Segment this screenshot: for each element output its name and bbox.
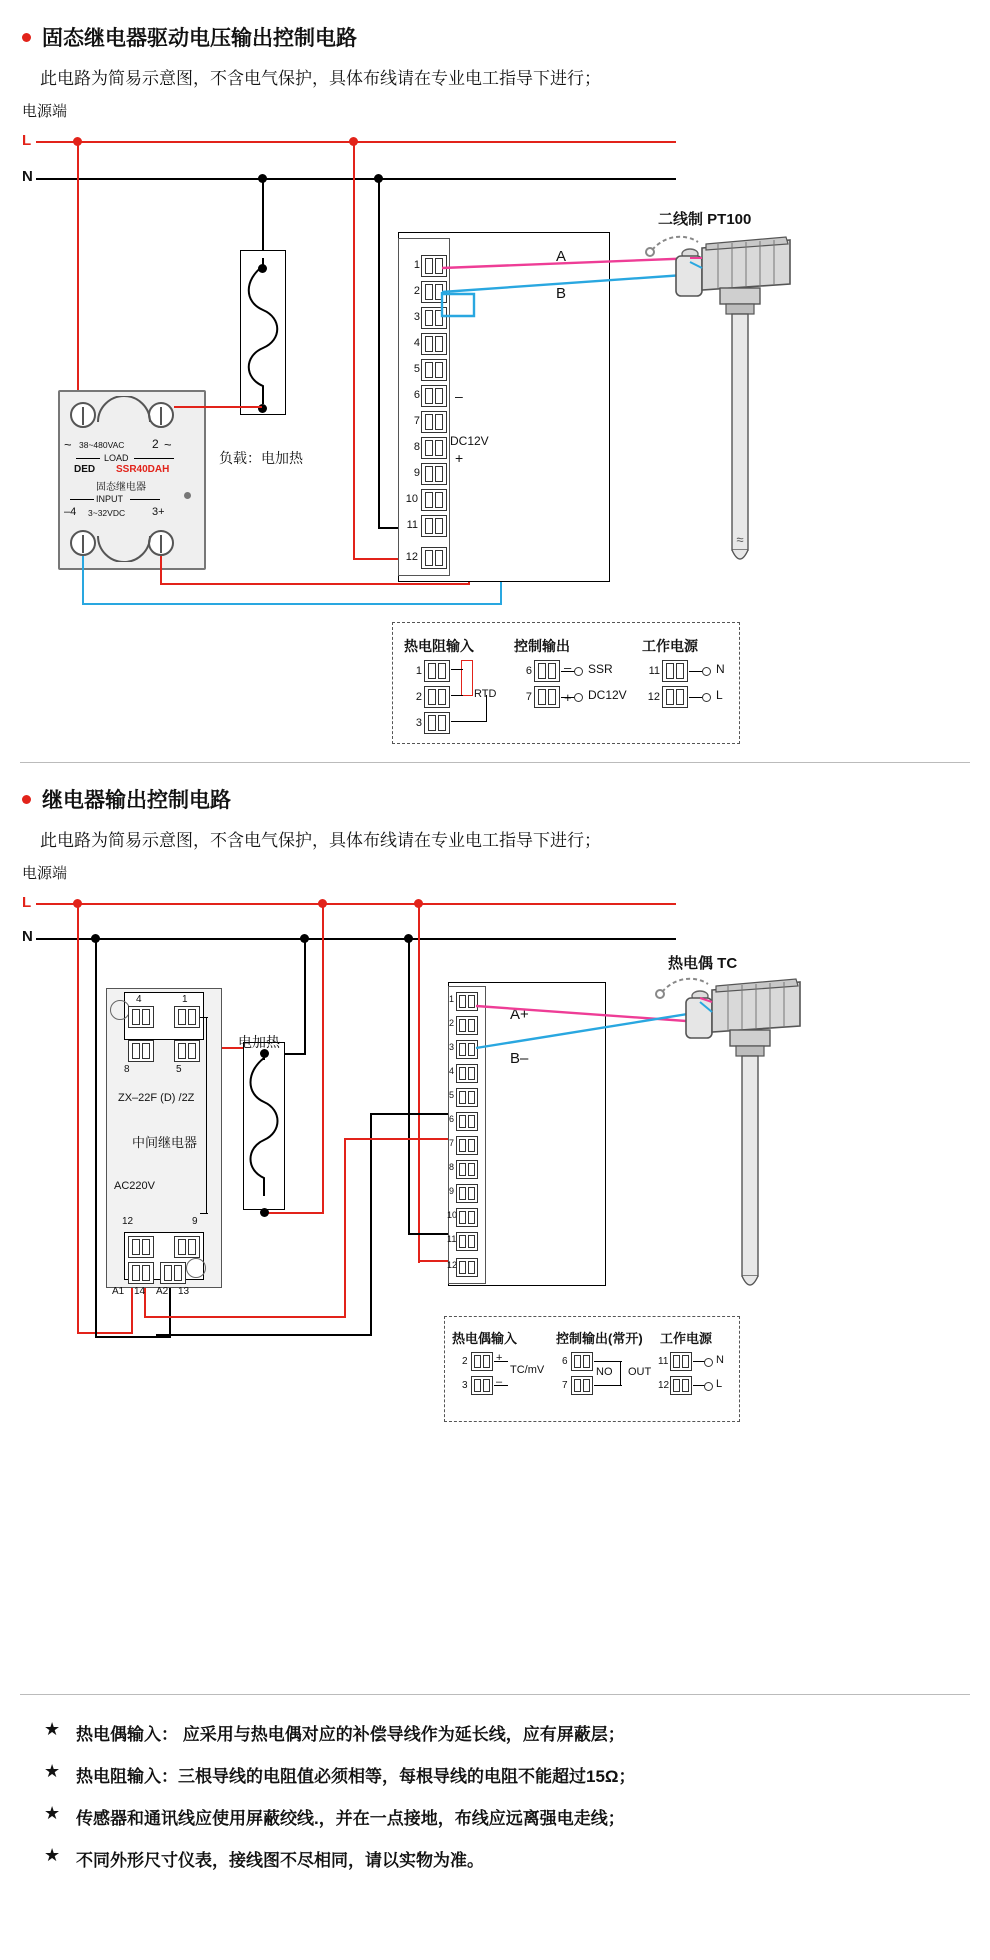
legend-group2-note1: SSR: [588, 662, 613, 676]
load-terminal-dot: [258, 264, 267, 273]
dc-plus-label: +: [455, 450, 464, 466]
legend-group1-note: TC/mV: [510, 1364, 545, 1376]
legend-terminal-number: 1: [415, 665, 422, 677]
terminal: [456, 1088, 478, 1107]
section-bullet: [22, 795, 31, 804]
legend-lead: [561, 671, 575, 672]
relay-pin-9: 9: [192, 1216, 198, 1227]
relay-model: ZX–22F (D) /2Z: [118, 1092, 195, 1104]
bus-N: [36, 178, 676, 180]
wire-L-to-terminal12: [353, 141, 355, 559]
wire-N-to-terminal11: [378, 178, 380, 528]
ssr-load-text: LOAD: [104, 453, 129, 463]
section-relay-circuit: [0, 770, 990, 1690]
relay-terminal: [174, 1006, 200, 1028]
ssr-pin3: 3+: [152, 506, 165, 518]
legend-lead: [494, 1385, 508, 1386]
legend-group3-title: 工作电源: [660, 1331, 713, 1346]
terminal-number: 9: [449, 1186, 455, 1196]
wire-N-heater: [304, 938, 306, 1054]
terminal: [421, 515, 447, 537]
svg-text:≈: ≈: [736, 532, 744, 547]
ssr-arc-icon: [96, 536, 152, 562]
relay-pin-A1: A1: [112, 1286, 125, 1297]
legend-minus: –: [496, 1376, 503, 1388]
ssr-arc-icon: [96, 396, 152, 422]
relay-terminal: [128, 1006, 154, 1028]
terminal-number: 12: [447, 1260, 458, 1270]
legend-terminal: [662, 686, 688, 708]
relay-pin-1: 1: [182, 994, 188, 1005]
terminal: [421, 547, 447, 569]
legend-group3-N: N: [716, 662, 725, 676]
note-item: 不同外形尺寸仪表，接线图不尽相同，请以实物为准。: [76, 1851, 484, 1870]
line-L-label: L: [22, 132, 32, 149]
terminal: [456, 1208, 478, 1227]
ssr-load-rule: [134, 458, 174, 459]
wire-ssr-to-load: [174, 406, 262, 408]
legend-minus: –: [564, 660, 572, 675]
legend-lead: [494, 1361, 508, 1362]
relay-pin-8: 8: [124, 1064, 130, 1075]
power-source-label: 电源端: [22, 865, 68, 882]
legend-terminal-number: 3: [415, 717, 422, 729]
power-source-label: 电源端: [22, 103, 68, 120]
terminal: [421, 333, 447, 355]
terminal: [421, 489, 447, 511]
relay-contact-jumper-b: [200, 1213, 208, 1214]
relay-pin-13: 13: [178, 1286, 190, 1297]
ssr-load-rule: [76, 458, 100, 459]
wire-B-label: B: [556, 285, 567, 302]
section-ssr-circuit: [0, 0, 990, 770]
terminal-number: 2: [449, 1018, 455, 1028]
legend-terminal-number: 2: [415, 691, 422, 703]
wire-B-label: B–: [510, 1050, 529, 1067]
terminal: [421, 359, 447, 381]
legend-lead: [689, 671, 703, 672]
legend-terminal: [670, 1352, 692, 1371]
legend-lead: [620, 1361, 621, 1385]
wire-out7-bottom: [144, 1316, 346, 1318]
ssr-screw: [70, 402, 96, 428]
relay-terminal: [174, 1040, 200, 1062]
legend-plus: +: [564, 690, 572, 705]
wire-out7-h: [344, 1138, 454, 1140]
terminal: [456, 1112, 478, 1131]
relay-contact-jumper: [206, 1018, 207, 1214]
legend-lead: [451, 695, 463, 696]
legend-group3-title: 工作电源: [642, 638, 698, 654]
bus-L: [36, 903, 676, 905]
star-icon: ★: [44, 1761, 61, 1781]
terminal: [421, 437, 447, 459]
relay-screw-icon: [110, 1000, 130, 1020]
ssr-ac-left: ~: [64, 437, 72, 452]
terminal-number: 5: [413, 363, 420, 375]
line-N-label: N: [22, 168, 33, 185]
legend-terminal-number: 6: [562, 1356, 568, 1367]
legend-terminal: [534, 660, 560, 682]
relay-terminal: [174, 1236, 200, 1258]
ssr-ac-range: 38~480VAC: [79, 440, 125, 450]
legend-group2-title: 控制输出(常开): [556, 1331, 643, 1346]
legend-node-icon: [704, 1358, 713, 1367]
legend-group3-L: L: [716, 1378, 723, 1390]
wire-L-left-down: [77, 903, 79, 1333]
legend-terminal-number: 12: [647, 691, 660, 703]
legend-group2-note1: NO: [596, 1366, 613, 1378]
ssr-input-rule: [130, 499, 160, 500]
terminal-number: 12: [405, 551, 418, 563]
ssr-brand: DED: [74, 464, 96, 475]
legend-terminal-number: 12: [658, 1380, 670, 1391]
rtd-symbol-icon: [461, 660, 473, 696]
dc-minus-label: –: [455, 388, 463, 404]
note-item: 传感器和通讯线应使用屏蔽绞线.，并在一点接地，布线应远离强电走线；: [76, 1809, 625, 1828]
terminal-number: 3: [413, 311, 420, 323]
section-title: 固态继电器驱动电压输出控制电路: [42, 27, 357, 50]
line-L-label: L: [22, 894, 32, 911]
legend-terminal-number: 7: [525, 691, 532, 703]
thermocouple-probe-icon: [650, 970, 820, 1310]
section-title: 继电器输出控制电路: [42, 789, 231, 812]
relay-cn-name: 中间继电器: [132, 1135, 198, 1150]
sensor-label: 二线制 PT100: [658, 211, 752, 228]
legend-terminal: [471, 1352, 493, 1371]
ssr-screw: [70, 530, 96, 556]
legend-group1-note: RTD: [474, 688, 497, 700]
relay-terminal: [128, 1040, 154, 1062]
terminal: [456, 1258, 478, 1277]
ssr-cn-name: 固态继电器: [96, 482, 146, 493]
wire-heater-bottom: [262, 1212, 324, 1214]
legend-group2-note2: DC12V: [588, 688, 627, 702]
relay-pin-12: 12: [122, 1216, 134, 1227]
relay-terminal: [128, 1236, 154, 1258]
legend-terminal-number: 2: [462, 1356, 468, 1367]
terminal: [456, 1136, 478, 1155]
terminal-number: 7: [413, 415, 420, 427]
terminal-number: 1: [449, 994, 455, 1004]
wire-N-to-terminal11: [408, 938, 410, 1234]
legend-lead: [594, 1361, 622, 1362]
terminal-number: 6: [413, 389, 420, 401]
bus-N: [36, 938, 676, 940]
legend-node-icon: [702, 693, 711, 702]
wire-out6-h: [370, 1113, 454, 1115]
wire-ssr-in-minus: [82, 556, 84, 604]
legend-terminal-number: 11: [658, 1356, 669, 1367]
relay-terminal: [128, 1262, 154, 1284]
legend-node-icon: [574, 667, 583, 676]
load-label: 电加热: [238, 1034, 280, 1050]
legend-node-icon: [574, 693, 583, 702]
terminal-number: 10: [405, 493, 418, 505]
legend-terminal: [571, 1352, 593, 1371]
terminal-number: 9: [413, 467, 420, 479]
ssr-led-icon: [184, 492, 191, 499]
heater-coil-icon: [240, 258, 286, 413]
legend-lead: [594, 1385, 622, 1386]
legend-terminal: [424, 686, 450, 708]
wire-ssr-in-plus: [160, 556, 162, 584]
heater-coil-icon: [243, 1050, 285, 1206]
terminal: [421, 411, 447, 433]
legend-terminal: [571, 1376, 593, 1395]
wire-out6-bottom: [156, 1334, 372, 1336]
ssr-ac-right: ~: [164, 437, 172, 452]
terminal: [456, 1232, 478, 1251]
terminal-number: 8: [449, 1162, 455, 1172]
section-divider: [20, 762, 970, 763]
legend-plus: +: [496, 1352, 503, 1364]
notes-divider: [20, 1694, 970, 1695]
legend-group2-title: 控制输出: [514, 638, 570, 654]
dc-label: DC12V: [450, 434, 489, 448]
wire-ssr-in-plus-h: [160, 583, 470, 585]
legend-lead: [451, 669, 463, 670]
line-N-label: N: [22, 928, 33, 945]
relay-terminal: [160, 1262, 186, 1284]
terminal-number: 8: [413, 441, 420, 453]
wire-A-label: A: [556, 248, 567, 265]
star-icon: ★: [44, 1845, 61, 1865]
wire-out7: [344, 1138, 346, 1318]
wire-L-left-bottom: [77, 1332, 133, 1334]
terminal-number: 6: [449, 1114, 455, 1124]
relay-pin-14: 14: [134, 1286, 146, 1297]
legend-terminal: [670, 1376, 692, 1395]
relay-voltage: AC220V: [114, 1180, 155, 1192]
wire-out6: [370, 1113, 372, 1335]
ssr-model: SSR40DAH: [116, 464, 170, 475]
load-terminal-dot: [260, 1208, 269, 1217]
legend-group3-L: L: [716, 688, 723, 702]
note-item: 热电阻输入：三根导线的电阻值必须相等，每根导线的电阻不能超过15Ω；: [76, 1767, 636, 1786]
legend-terminal: [534, 686, 560, 708]
terminal-number: 11: [447, 1234, 457, 1244]
sensor-label: 热电偶 TC: [668, 955, 738, 972]
terminal: [421, 385, 447, 407]
legend-terminal-number: 6: [525, 665, 532, 677]
ssr-pin4: –4: [64, 506, 77, 518]
wire-L-to-ssr: [77, 141, 79, 406]
ssr-input-text: INPUT: [96, 494, 123, 504]
wire-L-to-heater: [322, 903, 324, 1213]
wire-ssr-in-minus-h: [82, 603, 502, 605]
star-icon: ★: [44, 1803, 61, 1823]
legend-terminal-number: 11: [648, 665, 660, 677]
terminal: [456, 1160, 478, 1179]
ssr-dc-range: 3~32VDC: [88, 508, 126, 518]
relay-contact-jumper-h: [200, 1017, 208, 1018]
relay-pin-A2: A2: [156, 1286, 169, 1297]
legend-group1-title: 热电偶输入: [452, 1331, 518, 1346]
legend-lead: [689, 697, 703, 698]
ssr-pin2: 2: [152, 437, 159, 451]
load-label: 负载：电加热: [219, 450, 303, 466]
legend-terminal: [424, 660, 450, 682]
terminal-number: 1: [413, 259, 420, 271]
terminal-number: 3: [449, 1042, 455, 1052]
legend-node-icon: [704, 1382, 713, 1391]
legend-terminal-number: 7: [562, 1380, 568, 1391]
pt100-probe-icon: [640, 228, 810, 588]
legend-terminal: [424, 712, 450, 734]
terminal-number: 10: [447, 1210, 458, 1220]
wire-N-left-down: [95, 938, 97, 1338]
section-subtitle: 此电路为简易示意图，不含电气保护，具体布线请在专业电工指导下进行；: [40, 831, 601, 850]
terminal-number: 5: [449, 1090, 455, 1100]
terminal-number: 2: [413, 285, 420, 297]
legend-terminal: [471, 1376, 493, 1395]
legend-terminal: [662, 660, 688, 682]
section-subtitle: 此电路为简易示意图，不含电气保护，具体布线请在专业电工指导下进行；: [40, 69, 601, 88]
relay-screw-icon: [186, 1258, 206, 1278]
ssr-input-rule: [70, 499, 94, 500]
star-icon: ★: [44, 1719, 61, 1739]
legend-group2-note2: OUT: [628, 1366, 652, 1378]
terminal-number: 7: [449, 1138, 455, 1148]
legend-group3-N: N: [716, 1354, 724, 1366]
terminal: [456, 1184, 478, 1203]
wire-L-to-terminal12: [418, 903, 420, 1263]
terminal-number: 4: [413, 337, 420, 349]
wire-A-label: A+: [510, 1006, 529, 1023]
terminal: [421, 463, 447, 485]
legend-lead: [451, 721, 487, 722]
legend-group1-title: 热电阻输入: [404, 638, 474, 654]
legend-terminal-number: 3: [462, 1380, 468, 1391]
section-bullet: [22, 33, 31, 42]
legend-node-icon: [702, 667, 711, 676]
terminal-number: 4: [449, 1066, 455, 1076]
terminal-number: 11: [406, 519, 418, 531]
relay-pin-5: 5: [176, 1064, 182, 1075]
wire-N-left-bottom: [95, 1336, 171, 1338]
legend-lead: [561, 697, 575, 698]
note-item: 热电偶输入： 应采用与热电偶对应的补偿导线作为延长线，应有屏蔽层；: [76, 1725, 625, 1744]
relay-pin-4: 4: [136, 994, 142, 1005]
